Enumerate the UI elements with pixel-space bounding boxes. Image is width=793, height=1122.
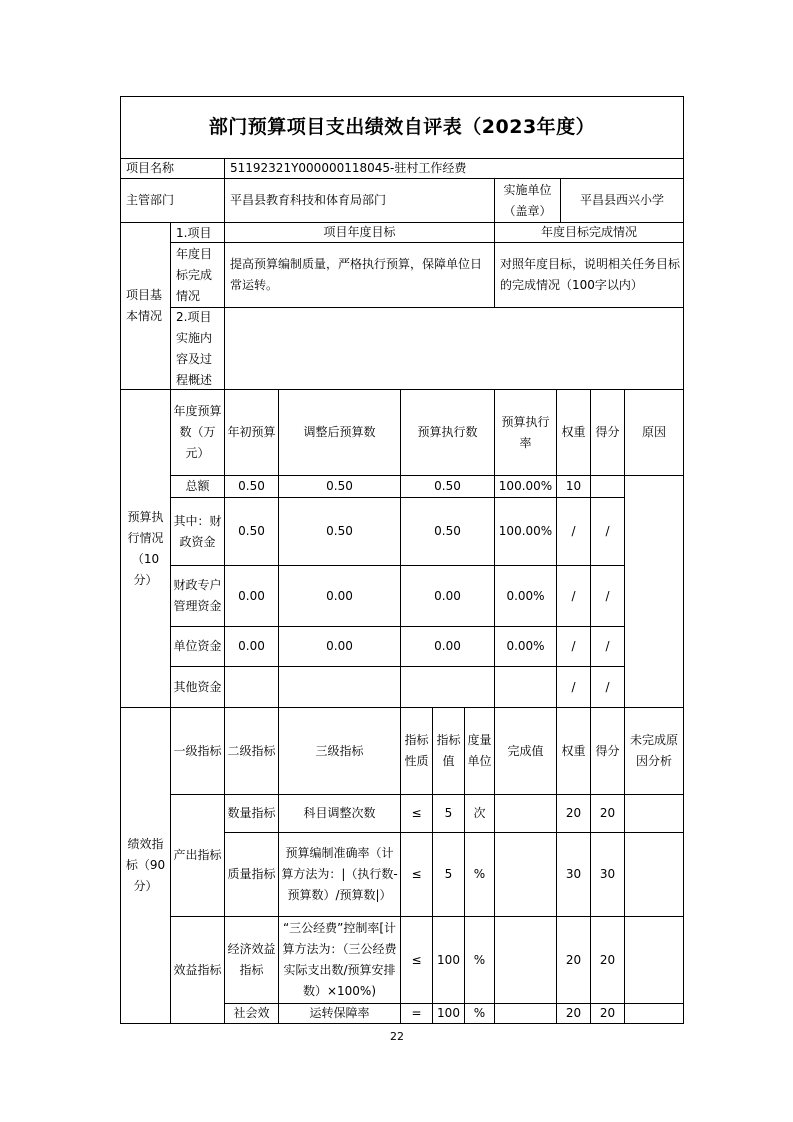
budget-cell-adjusted: [279, 667, 400, 707]
budget-cell-executed: 0.00: [434, 588, 461, 603]
benefit-indicator-label: 效益指标: [173, 962, 222, 977]
perf-cell-value: 5: [444, 867, 453, 881]
completion-header: 年度目标完成情况: [540, 225, 637, 239]
perf-header-nature: 指标性质: [404, 733, 429, 768]
perf-cell-value: 100: [437, 952, 460, 967]
unit-label: 实施单位（盖章）: [503, 182, 552, 218]
perf-cell-reason: [625, 917, 683, 1003]
dept-value: 平昌县教育科技和体育局部门: [230, 193, 387, 207]
basic-info-label: 项目基本情况: [126, 288, 163, 323]
budget-header-score: 得分: [595, 425, 620, 439]
perf-cell-unit: 次: [473, 806, 486, 820]
budget-cell-label: 单位资金: [173, 639, 222, 653]
perf-cell-level3: “三公经费”控制率[计算方法为：（三公经费实际支出数/预算安排数）×100%): [282, 921, 397, 998]
dept-label: 主管部门: [126, 193, 175, 207]
budget-cell-weight: /: [571, 524, 576, 538]
perf-cell-reason: [625, 795, 683, 832]
perf-cell-score: 20: [599, 806, 616, 820]
budget-header-adjusted: 调整后预算数: [303, 425, 376, 439]
budget-header-rate: 预算执行率: [501, 414, 550, 450]
perf-cell-level3: 科目调整次数: [303, 806, 376, 820]
perf-header-level1: 一级指标: [173, 743, 222, 758]
perf-cell-actual: [495, 833, 556, 916]
perf-cell-unit: %: [473, 1006, 486, 1020]
perf-cell-unit: %: [473, 952, 486, 967]
perf-cell-weight: 20: [565, 1006, 582, 1020]
perf-cell-value: 5: [444, 806, 453, 820]
budget-cell-score: /: [605, 524, 610, 538]
perf-header-level2: 二级指标: [227, 743, 276, 758]
perf-cell-weight: 30: [565, 867, 582, 881]
budget-cell-rate: 0.00%: [506, 639, 545, 653]
perf-cell-unit: %: [473, 867, 486, 881]
perf-header-weight: 权重: [561, 743, 586, 758]
budget-cell-label: 其中：财政资金: [173, 513, 222, 549]
perf-cell-score: 30: [599, 867, 616, 881]
budget-cell-score: [591, 476, 624, 497]
perf-cell-reason: [625, 833, 683, 916]
budget-cell-adjusted: 0.00: [326, 639, 353, 653]
budget-cell-initial: 0.00: [238, 639, 265, 653]
perf-cell-actual: [495, 1004, 556, 1023]
output-indicator-label: 产出指标: [173, 848, 222, 862]
perf-cell-weight: 20: [565, 952, 582, 967]
perf-cell-level2: 数量指标: [227, 806, 276, 820]
goal-header: 项目年度目标: [323, 225, 396, 239]
budget-header-executed: 预算执行数: [417, 425, 478, 439]
budget-cell-rate: 100.00%: [498, 479, 553, 493]
budget-cell-label: 总额: [185, 479, 210, 493]
budget-cell-rate: 100.00%: [498, 524, 553, 538]
budget-header-weight: 权重: [561, 425, 586, 439]
perf-cell-weight: 20: [565, 806, 582, 820]
perf-cell-value: 100: [437, 1006, 460, 1020]
rule-line: [683, 96, 684, 1024]
perf-header-reason: 未完成原因分析: [629, 733, 678, 768]
budget-cell-initial: 0.00: [238, 588, 265, 603]
budget-cell-executed: 0.50: [434, 524, 461, 538]
perf-cell-nature: ≤: [411, 806, 422, 820]
budget-cell-adjusted: 0.50: [326, 479, 353, 493]
budget-cell-adjusted: 0.00: [326, 588, 353, 603]
perf-cell-reason: [625, 1004, 683, 1023]
budget-cell-initial: 0.50: [238, 524, 265, 538]
budget-header-funds: 年度预算数（万元）: [173, 404, 222, 460]
budget-cell-weight: /: [571, 679, 576, 694]
budget-cell-rate: 0.00%: [506, 588, 545, 603]
budget-cell-initial: 0.50: [238, 479, 265, 493]
budget-cell-label: 财政专户管理资金: [173, 578, 222, 613]
perf-header-score: 得分: [595, 743, 620, 758]
budget-section-label: 预算执行情况（10分）: [127, 509, 164, 587]
perf-header-value: 指标值: [436, 733, 461, 768]
content-row-label: 2.项目实施内容及过程概述: [176, 309, 213, 387]
perf-cell-actual: [495, 917, 556, 1003]
project-name-value: 51192321Y000000118045-驻村工作经费: [230, 161, 467, 175]
performance-section-label: 绩效指标（90分）: [125, 837, 166, 893]
perf-header-level3: 三级指标: [315, 743, 364, 758]
perf-cell-level3: 运转保障率: [309, 1006, 370, 1020]
budget-cell-executed: 0.50: [434, 479, 461, 493]
budget-header-reason: 原因: [641, 425, 666, 439]
perf-cell-score: 20: [599, 952, 616, 967]
budget-cell-adjusted: 0.50: [326, 524, 353, 538]
completion-text: 对照年度目标，说明相关任务目标的完成情况（100字以内）: [500, 257, 681, 292]
perf-cell-level2: 质量指标: [227, 867, 276, 881]
goal-row-label: 1.项目年度目标完成情况: [176, 226, 213, 303]
budget-cell-label: 其他资金: [173, 679, 222, 694]
budget-header-initial: 年初预算: [227, 425, 276, 439]
budget-cell-weight: /: [571, 639, 576, 653]
budget-cell-score: /: [605, 679, 610, 694]
perf-cell-nature: ≤: [411, 867, 422, 881]
perf-cell-nature: =: [411, 1006, 422, 1020]
budget-cell-score: /: [605, 639, 610, 653]
budget-cell-weight: 10: [565, 479, 582, 493]
unit-value: 平昌县西兴小学: [579, 193, 664, 207]
project-name-label: 项目名称: [126, 161, 175, 175]
budget-cell-score: /: [605, 588, 610, 603]
perf-cell-actual: [495, 795, 556, 832]
perf-header-unit: 度量单位: [467, 733, 492, 768]
perf-cell-nature: ≤: [411, 952, 422, 967]
page-title: 部门预算项目支出绩效自评表（2023年度）: [208, 116, 596, 138]
page-number: 22: [390, 1030, 404, 1043]
budget-cell-initial: [225, 667, 278, 707]
content-text: [225, 308, 683, 389]
rule-line: [120, 1023, 684, 1024]
goal-text: 提高预算编制质量，严格执行预算，保障单位日常运转。: [230, 257, 483, 292]
perf-cell-score: 20: [599, 1006, 616, 1020]
perf-header-actual: 完成值: [507, 743, 544, 758]
perf-cell-level2: 社会效: [233, 1006, 270, 1020]
budget-cell-executed: 0.00: [434, 639, 461, 653]
budget-cell-executed: [401, 667, 494, 707]
perf-cell-level3: 预算编制准确率（计算方法为：|（执行数-预算数）/预算数|）: [281, 846, 398, 902]
perf-cell-level2: 经济效益指标: [227, 942, 276, 977]
budget-cell-weight: /: [571, 588, 576, 603]
budget-cell-rate: [495, 667, 556, 707]
